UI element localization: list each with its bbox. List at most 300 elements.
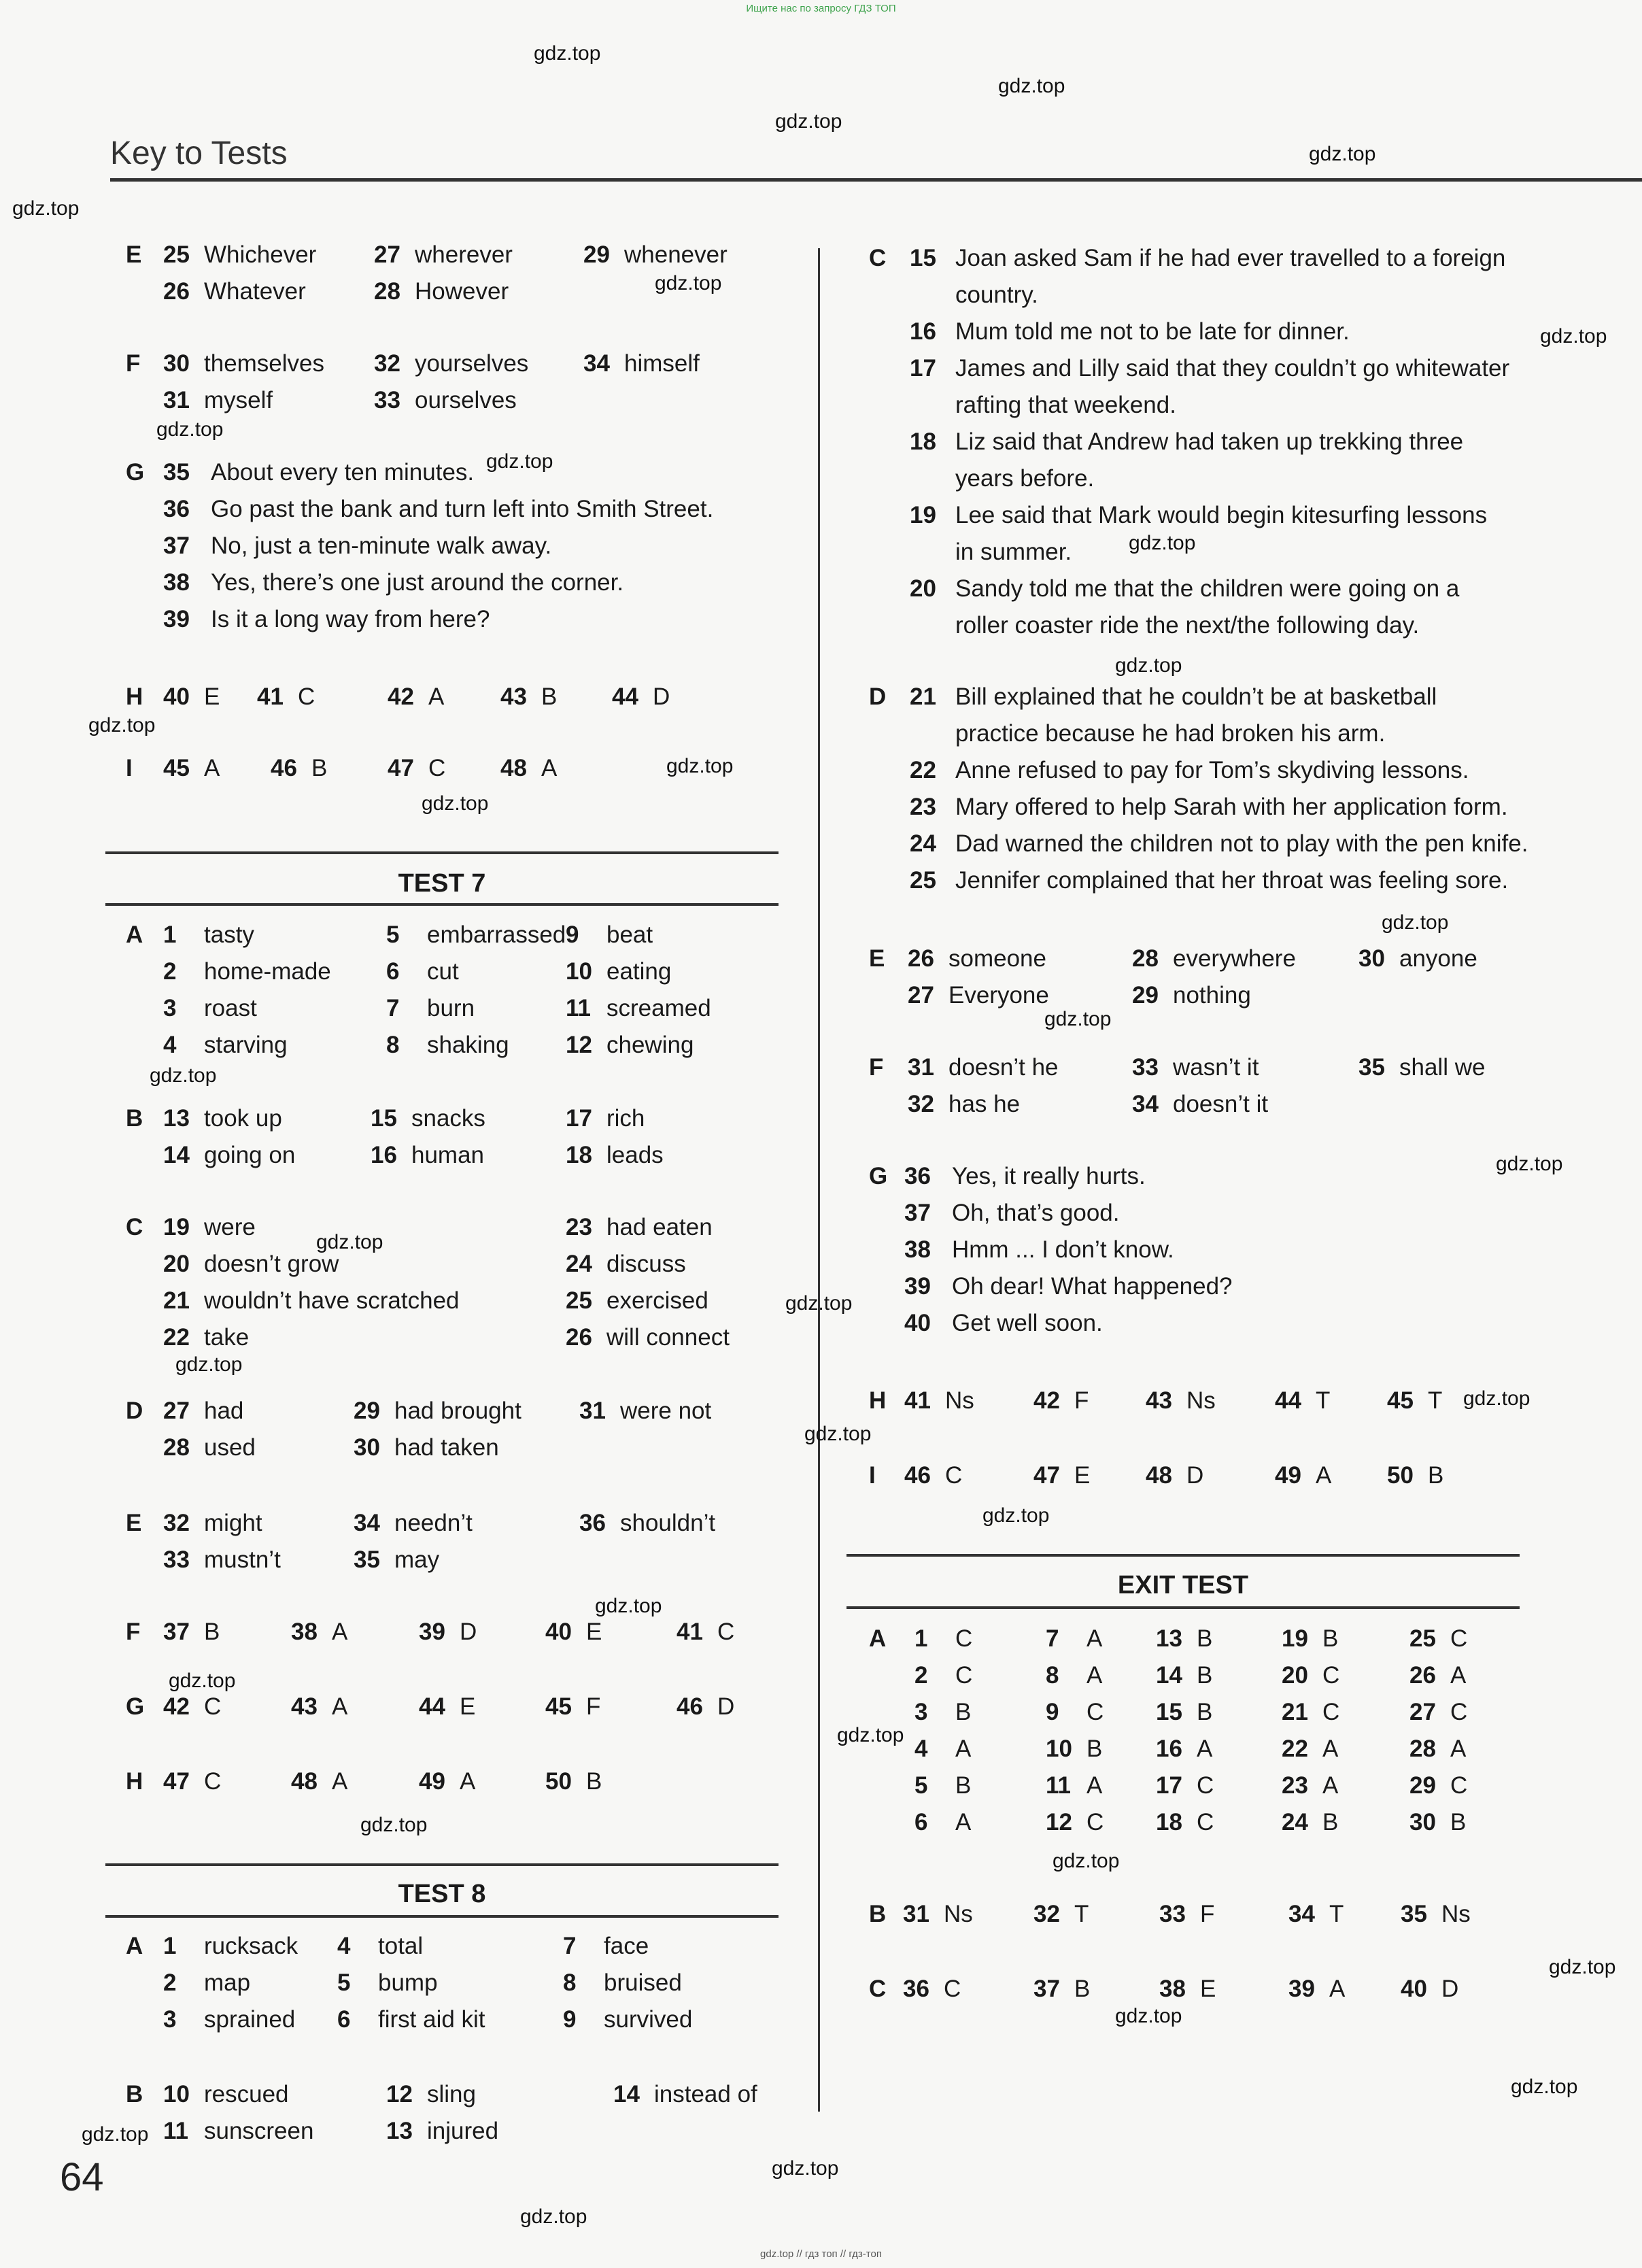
exit-c-letter: C	[869, 1976, 887, 2002]
test8-bottom-rule	[105, 1915, 779, 1918]
watermark-text: gdz.top	[804, 1423, 872, 1445]
left-f-letter: F	[126, 350, 141, 377]
right-d-answer: Bill explained that he couldn’t be at basketball	[955, 683, 1437, 710]
test8-a-answer: survived	[604, 2006, 693, 2033]
left-g-answer: No, just a ten-minute walk away.	[211, 532, 552, 559]
test8-a-letter: A	[126, 1933, 143, 1959]
exit-a-num: 21	[1282, 1699, 1308, 1725]
left-i-answer: A	[204, 755, 220, 781]
right-e-answer: anyone	[1399, 945, 1477, 972]
left-e-answer: Whatever	[204, 278, 306, 305]
exit-a-answer: A	[1087, 1772, 1103, 1799]
right-h-answer: F	[1074, 1387, 1089, 1414]
test7-a-num: 3	[163, 995, 177, 1021]
exit-c-num: 36	[903, 1976, 929, 2002]
right-g-num: 40	[904, 1310, 931, 1336]
right-d-answer: practice because he had broken his arm.	[955, 720, 1386, 747]
left-i-answer: A	[541, 755, 558, 781]
test8-a-num: 4	[337, 1933, 351, 1959]
right-e-letter: E	[869, 945, 885, 972]
exit-a-answer: C	[955, 1625, 973, 1652]
right-i-answer: C	[945, 1462, 963, 1489]
test7-h-answer: B	[586, 1768, 602, 1795]
test7-h-num: 48	[291, 1768, 318, 1795]
right-g-answer: Oh dear! What happened?	[952, 1273, 1233, 1300]
left-f-num: 31	[163, 387, 190, 413]
test7-b-answer: human	[411, 1142, 485, 1168]
test8-b-num: 12	[386, 2081, 413, 2108]
watermark-text: gdz.top	[1382, 911, 1449, 934]
test7-e-answer: shouldn’t	[620, 1510, 716, 1536]
test7-h-num: 47	[163, 1768, 190, 1795]
test7-g-answer: E	[460, 1693, 476, 1720]
test7-g-answer: C	[204, 1693, 222, 1720]
exit-b-answer: Ns	[944, 1901, 973, 1927]
exit-a-answer: A	[1450, 1662, 1467, 1689]
left-i-num: 45	[163, 755, 190, 781]
exit-a-num: 16	[1156, 1736, 1182, 1762]
test7-c-num: 24	[566, 1251, 592, 1277]
watermark-text: gdz.top	[837, 1724, 904, 1746]
right-g-num: 37	[904, 1200, 931, 1226]
test7-a-answer: cut	[427, 958, 459, 985]
left-f-num: 33	[374, 387, 400, 413]
exit-c-num: 38	[1159, 1976, 1186, 2002]
test7-c-num: 19	[163, 1214, 190, 1240]
test7-b-num: 17	[566, 1105, 592, 1132]
left-e-answer: wherever	[415, 241, 513, 268]
page-number: 64	[60, 2155, 104, 2199]
right-c-num: 15	[910, 245, 936, 271]
right-e-num: 29	[1132, 982, 1159, 1009]
test7-a-num: 2	[163, 958, 177, 985]
left-f-answer: himself	[624, 350, 700, 377]
test8-a-num: 9	[563, 2006, 577, 2033]
test7-b-answer: rich	[606, 1105, 645, 1132]
test7-g-answer: A	[332, 1693, 348, 1720]
right-d-num: 25	[910, 867, 936, 894]
right-c-answer: Sandy told me that the children were going on a	[955, 575, 1460, 602]
right-c-num: 19	[910, 502, 936, 528]
exit-a-num: 12	[1046, 1809, 1072, 1835]
right-c-answer: James and Lilly said that they couldn’t go whitewater	[955, 355, 1510, 382]
test7-f-num: 37	[163, 1619, 190, 1645]
test7-a-num: 1	[163, 921, 177, 948]
test7-f-answer: A	[332, 1619, 348, 1645]
exit-a-num: 19	[1282, 1625, 1308, 1652]
test7-c-answer: had eaten	[606, 1214, 713, 1240]
right-d-answer: Dad warned the children not to play with the pen knife.	[955, 830, 1528, 857]
test7-c-answer: discuss	[606, 1251, 686, 1277]
test7-a-num: 6	[386, 958, 400, 985]
watermark-text: gdz.top	[595, 1595, 662, 1617]
watermark-text: gdz.top	[82, 2123, 149, 2146]
exit-c-num: 40	[1401, 1976, 1427, 2002]
right-h-num: 41	[904, 1387, 931, 1414]
left-h-answer: B	[541, 683, 558, 710]
left-i-num: 46	[271, 755, 297, 781]
right-f-answer: doesn’t he	[948, 1054, 1059, 1081]
exit-b-num: 32	[1033, 1901, 1060, 1927]
left-e-letter: E	[126, 241, 142, 268]
exit-a-answer: B	[1322, 1625, 1339, 1652]
watermark-text: gdz.top	[169, 1670, 236, 1692]
test7-e-num: 36	[579, 1510, 606, 1536]
watermark-text: gdz.top	[360, 1814, 428, 1836]
test7-h-answer: A	[460, 1768, 476, 1795]
test7-c-num: 25	[566, 1287, 592, 1314]
watermark-text: gdz.top	[150, 1064, 217, 1087]
exit-a-num: 1	[914, 1625, 928, 1652]
test7-f-letter: F	[126, 1619, 141, 1645]
test7-b-answer: snacks	[411, 1105, 485, 1132]
test7-h-num: 50	[545, 1768, 572, 1795]
test7-a-letter: A	[126, 921, 143, 948]
right-f-answer: has he	[948, 1091, 1021, 1117]
right-f-num: 35	[1358, 1054, 1385, 1081]
exit-a-answer: B	[1322, 1809, 1339, 1835]
test7-d-answer: had brought	[394, 1398, 521, 1424]
exit-a-num: 28	[1409, 1736, 1436, 1762]
test7-h-answer: A	[332, 1768, 348, 1795]
exit-a-answer: C	[1450, 1699, 1468, 1725]
right-f-num: 32	[908, 1091, 934, 1117]
exit-a-answer: C	[1197, 1772, 1214, 1799]
test7-f-answer: B	[204, 1619, 220, 1645]
left-e-answer: However	[415, 278, 509, 305]
test7-a-answer: chewing	[606, 1032, 694, 1058]
watermark-text: gdz.top	[775, 110, 842, 133]
exit-b-num: 34	[1288, 1901, 1315, 1927]
exit-c-answer: C	[944, 1976, 961, 2002]
watermark-text: gdz.top	[1129, 532, 1196, 554]
left-h-letter: H	[126, 683, 143, 710]
left-i-num: 47	[388, 755, 414, 781]
test7-e-num: 35	[354, 1546, 380, 1573]
left-h-answer: C	[298, 683, 315, 710]
right-g-answer: Hmm ... I don’t know.	[952, 1236, 1174, 1263]
left-g-num: 36	[163, 496, 190, 522]
left-h-num: 43	[500, 683, 527, 710]
test8-b-answer: instead of	[654, 2081, 757, 2108]
test7-g-num: 46	[677, 1693, 703, 1720]
test7-a-answer: home-made	[204, 958, 331, 985]
right-i-answer: E	[1074, 1462, 1091, 1489]
test7-b-num: 14	[163, 1142, 190, 1168]
right-h-num: 42	[1033, 1387, 1060, 1414]
test7-g-num: 45	[545, 1693, 572, 1720]
exit-a-answer: B	[1197, 1699, 1213, 1725]
test8-b-answer: injured	[427, 2118, 499, 2144]
right-c-letter: C	[869, 245, 887, 271]
exit-a-answer: C	[1322, 1699, 1340, 1725]
exit-b-answer: Ns	[1441, 1901, 1471, 1927]
right-d-letter: D	[869, 683, 887, 710]
right-i-answer: A	[1316, 1462, 1332, 1489]
exit-bottom-rule	[846, 1606, 1520, 1609]
exit-a-num: 7	[1046, 1625, 1059, 1652]
exit-c-answer: B	[1074, 1976, 1091, 2002]
left-i-answer: C	[428, 755, 446, 781]
right-c-answer: Lee said that Mark would begin kitesurfing lessons	[955, 502, 1488, 528]
watermark-text: gdz.top	[1309, 143, 1376, 165]
test7-c-num: 21	[163, 1287, 190, 1314]
test7-b-num: 13	[163, 1105, 190, 1132]
right-c-answer: in summer.	[955, 539, 1072, 565]
left-f-answer: myself	[204, 387, 273, 413]
exit-a-num: 4	[914, 1736, 928, 1762]
test7-d-num: 31	[579, 1398, 606, 1424]
test7-g-answer: D	[717, 1693, 735, 1720]
exit-b-answer: F	[1200, 1901, 1215, 1927]
right-g-num: 39	[904, 1273, 931, 1300]
right-e-num: 28	[1132, 945, 1159, 972]
test8-b-num: 14	[613, 2081, 640, 2108]
test7-c-answer: doesn’t grow	[204, 1251, 339, 1277]
left-e-num: 26	[163, 278, 190, 305]
test7-b-num: 18	[566, 1142, 592, 1168]
test7-a-answer: starving	[204, 1032, 288, 1058]
exit-a-answer: C	[1322, 1662, 1340, 1689]
exit-a-num: 11	[1046, 1772, 1071, 1799]
test8-a-num: 5	[337, 1969, 351, 1996]
exit-a-answer: C	[1197, 1809, 1214, 1835]
right-f-answer: wasn’t it	[1173, 1054, 1259, 1081]
test7-e-num: 34	[354, 1510, 380, 1536]
exit-a-num: 26	[1409, 1662, 1436, 1689]
right-g-answer: Oh, that’s good.	[952, 1200, 1120, 1226]
right-f-num: 34	[1132, 1091, 1159, 1117]
right-h-num: 43	[1146, 1387, 1172, 1414]
test7-g-num: 42	[163, 1693, 190, 1720]
test7-c-answer: will connect	[606, 1324, 730, 1351]
right-h-letter: H	[869, 1387, 887, 1414]
right-d-answer: Anne refused to pay for Tom’s skydiving lessons.	[955, 757, 1469, 783]
test7-b-answer: took up	[204, 1105, 282, 1132]
test8-a-num: 7	[563, 1933, 577, 1959]
exit-a-num: 24	[1282, 1809, 1308, 1835]
test7-d-answer: were not	[620, 1398, 712, 1424]
exit-a-letter: A	[869, 1625, 887, 1652]
test7-a-answer: screamed	[606, 995, 711, 1021]
left-e-answer: whenever	[624, 241, 728, 268]
test8-b-answer: sling	[427, 2081, 476, 2108]
exit-a-num: 22	[1282, 1736, 1308, 1762]
exit-top-rule	[846, 1554, 1520, 1557]
left-e-answer: Whichever	[204, 241, 317, 268]
watermark-text: gdz.top	[1044, 1008, 1112, 1030]
test8-a-num: 3	[163, 2006, 177, 2033]
top-watermark: Ищите нас по запросу ГДЗ ТОП	[746, 3, 896, 14]
exit-a-num: 29	[1409, 1772, 1436, 1799]
left-g-num: 38	[163, 569, 190, 596]
exit-a-num: 6	[914, 1809, 928, 1835]
test7-b-num: 16	[371, 1142, 397, 1168]
exit-a-num: 2	[914, 1662, 928, 1689]
left-e-num: 28	[374, 278, 400, 305]
watermark-text: gdz.top	[982, 1504, 1050, 1527]
watermark-text: gdz.top	[520, 2205, 587, 2228]
right-e-num: 27	[908, 982, 934, 1009]
exit-a-answer: B	[955, 1699, 972, 1725]
test7-d-num: 30	[354, 1434, 380, 1461]
exit-test-heading: EXIT TEST	[1117, 1571, 1249, 1600]
watermark-text: gdz.top	[1463, 1387, 1530, 1410]
test8-a-answer: sprained	[204, 2006, 296, 2033]
exit-a-num: 8	[1046, 1662, 1059, 1689]
test7-c-letter: C	[126, 1214, 143, 1240]
test7-d-answer: had taken	[394, 1434, 499, 1461]
left-g-letter: G	[126, 459, 145, 486]
right-i-num: 49	[1275, 1462, 1301, 1489]
test7-a-answer: eating	[606, 958, 672, 985]
test7-h-num: 49	[419, 1768, 445, 1795]
right-h-answer: T	[1316, 1387, 1331, 1414]
test7-f-num: 39	[419, 1619, 445, 1645]
test8-b-letter: B	[126, 2081, 143, 2108]
test7-f-num: 38	[291, 1619, 318, 1645]
test8-a-answer: face	[604, 1933, 649, 1959]
watermark-text: gdz.top	[1540, 325, 1607, 348]
exit-a-answer: B	[1087, 1736, 1103, 1762]
watermark-text: gdz.top	[486, 450, 553, 473]
test8-b-answer: sunscreen	[204, 2118, 314, 2144]
test7-f-answer: C	[717, 1619, 735, 1645]
right-g-num: 38	[904, 1236, 931, 1263]
exit-a-num: 5	[914, 1772, 928, 1799]
left-h-num: 40	[163, 683, 190, 710]
watermark-text: gdz.top	[998, 75, 1065, 97]
right-d-num: 22	[910, 757, 936, 783]
left-i-num: 48	[500, 755, 527, 781]
test8-a-answer: bruised	[604, 1969, 682, 1996]
page-title: Key to Tests	[110, 135, 288, 171]
test7-f-answer: E	[586, 1619, 602, 1645]
column-divider	[818, 248, 820, 2112]
right-i-num: 50	[1387, 1462, 1414, 1489]
left-g-answer: Yes, there’s one just around the corner.	[211, 569, 624, 596]
right-i-num: 48	[1146, 1462, 1172, 1489]
watermark-text: gdz.top	[12, 197, 80, 220]
test7-top-rule	[105, 851, 779, 854]
exit-b-answer: T	[1074, 1901, 1089, 1927]
exit-c-answer: E	[1200, 1976, 1216, 2002]
left-f-answer: ourselves	[415, 387, 517, 413]
right-h-num: 44	[1275, 1387, 1301, 1414]
right-c-answer: Liz said that Andrew had taken up trekking three	[955, 428, 1464, 455]
exit-a-answer: A	[1322, 1736, 1339, 1762]
watermark-text: gdz.top	[1549, 1956, 1616, 1978]
exit-a-num: 30	[1409, 1809, 1436, 1835]
watermark-text: gdz.top	[1115, 654, 1182, 677]
test7-e-answer: mustn’t	[204, 1546, 281, 1573]
watermark-text: gdz.top	[534, 42, 601, 65]
bottom-watermark: gdz.top // гдз топ // гдз-топ	[760, 2248, 882, 2260]
left-h-num: 44	[612, 683, 638, 710]
right-h-answer: Ns	[1186, 1387, 1216, 1414]
right-e-answer: everywhere	[1173, 945, 1296, 972]
right-c-answer: country.	[955, 282, 1038, 308]
exit-a-answer: A	[955, 1809, 972, 1835]
test7-d-letter: D	[126, 1398, 143, 1424]
left-h-num: 41	[257, 683, 284, 710]
test7-heading: TEST 7	[398, 869, 486, 898]
exit-a-answer: B	[1197, 1662, 1213, 1689]
right-f-answer: shall we	[1399, 1054, 1486, 1081]
test7-f-num: 41	[677, 1619, 703, 1645]
exit-a-answer: B	[1197, 1625, 1213, 1652]
test7-a-num: 10	[566, 958, 592, 985]
test8-b-num: 10	[163, 2081, 190, 2108]
test7-a-answer: roast	[204, 995, 257, 1021]
right-c-answer: Joan asked Sam if he had ever travelled to a foreign	[955, 245, 1506, 271]
right-d-num: 23	[910, 794, 936, 820]
test7-e-num: 32	[163, 1510, 190, 1536]
exit-a-num: 18	[1156, 1809, 1182, 1835]
right-e-answer: Everyone	[948, 982, 1049, 1009]
left-h-answer: D	[653, 683, 670, 710]
left-i-answer: B	[311, 755, 328, 781]
exit-a-num: 20	[1282, 1662, 1308, 1689]
test7-g-num: 44	[419, 1693, 445, 1720]
left-g-num: 35	[163, 459, 190, 486]
left-e-num: 27	[374, 241, 400, 268]
test8-b-answer: rescued	[204, 2081, 289, 2108]
exit-b-num: 33	[1159, 1901, 1186, 1927]
test7-e-answer: may	[394, 1546, 440, 1573]
test8-b-num: 13	[386, 2118, 413, 2144]
exit-c-num: 37	[1033, 1976, 1060, 2002]
left-g-num: 37	[163, 532, 190, 559]
test7-c-num: 23	[566, 1214, 592, 1240]
test7-c-answer: wouldn’t have scratched	[204, 1287, 460, 1314]
exit-a-num: 10	[1046, 1736, 1072, 1762]
test7-d-num: 27	[163, 1398, 190, 1424]
test7-g-num: 43	[291, 1693, 318, 1720]
exit-a-num: 27	[1409, 1699, 1436, 1725]
right-g-letter: G	[869, 1163, 888, 1189]
right-i-letter: I	[869, 1462, 876, 1489]
test7-a-num: 8	[386, 1032, 400, 1058]
test7-a-answer: beat	[606, 921, 653, 948]
header-rule	[110, 178, 1642, 182]
test7-f-answer: D	[460, 1619, 477, 1645]
exit-a-answer: C	[1087, 1809, 1104, 1835]
right-e-answer: someone	[948, 945, 1046, 972]
watermark-text: gdz.top	[655, 272, 722, 294]
test7-a-num: 5	[386, 921, 400, 948]
watermark-text: gdz.top	[175, 1353, 243, 1376]
right-f-num: 33	[1132, 1054, 1159, 1081]
exit-a-answer: B	[1450, 1809, 1467, 1835]
exit-c-answer: A	[1329, 1976, 1346, 2002]
right-c-answer: roller coaster ride the next/the following day.	[955, 612, 1420, 639]
right-c-num: 20	[910, 575, 936, 602]
exit-a-answer: C	[955, 1662, 973, 1689]
test7-d-num: 28	[163, 1434, 190, 1461]
right-f-letter: F	[869, 1054, 884, 1081]
test7-a-answer: burn	[427, 995, 475, 1021]
watermark-text: gdz.top	[1511, 2076, 1578, 2098]
right-h-answer: Ns	[945, 1387, 974, 1414]
watermark-text: gdz.top	[772, 2157, 839, 2180]
right-e-num: 30	[1358, 945, 1385, 972]
test7-b-letter: B	[126, 1105, 143, 1132]
left-g-answer: Go past the bank and turn left into Smith Street.	[211, 496, 714, 522]
test7-a-answer: embarrassed	[427, 921, 566, 948]
test8-a-num: 8	[563, 1969, 577, 1996]
exit-a-num: 13	[1156, 1625, 1182, 1652]
